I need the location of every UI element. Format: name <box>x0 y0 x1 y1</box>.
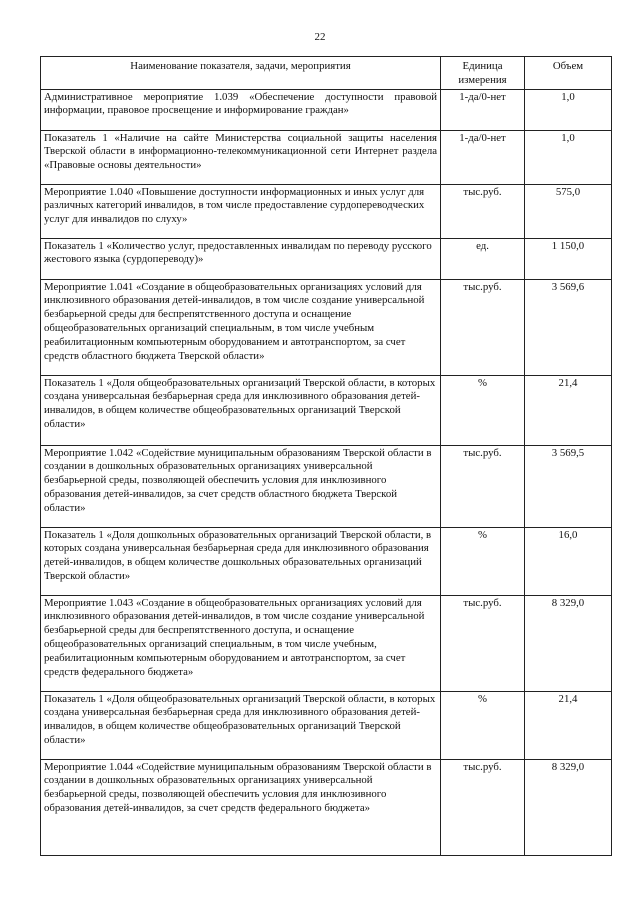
table-row <box>41 595 612 691</box>
row-volume: 575,0 <box>525 184 612 238</box>
row-volume: 3 569,6 <box>525 279 612 375</box>
row-unit: тыс.руб. <box>441 595 525 691</box>
table-row <box>41 759 612 855</box>
table-row <box>41 375 612 445</box>
table-row <box>41 279 612 375</box>
row-unit: 1-да/0-нет <box>441 130 525 184</box>
row-unit: % <box>441 691 525 759</box>
row-name: Мероприятие 1.042 «Содействие муниципальным образованиям Тверской области в создании в дошкольных образовательных организациях универсальной безбарьерной среды, позволяющей обеспечить условия для инклюзивного образования детей-инвалидов, за счет средств областного бюджета Тверской области» <box>41 445 441 527</box>
table-row <box>41 89 612 130</box>
row-volume: 16,0 <box>525 527 612 595</box>
header-name: Наименование показателя, задачи, мероприятия <box>41 57 441 90</box>
row-unit: тыс.руб. <box>441 759 525 855</box>
row-name: Мероприятие 1.041 «Создание в общеобразовательных организациях условий для инклюзивного образования детей-инвалидов, в том числе создание универсальной безбарьерной среды для беспрепятственного доступа и оснащение общеобразовательных организаций специальным, в том числе учебным реабилитационным компьютерным оборудованием и автотранспортом, за счет средств областного бюджета Тверской области» <box>41 279 441 375</box>
row-volume: 1,0 <box>525 130 612 184</box>
row-name: Показатель 1 «Доля дошкольных образовательных организаций Тверской области, в которых создана универсальная безбарьерная среда для инклюзивного образования детей-инвалидов, в общем количестве дошкольных образовательных организаций Тверской области» <box>41 527 441 595</box>
row-name: Административное мероприятие 1.039 «Обеспечение доступности правовой информации, правовое просвещение и информирование граждан» <box>41 89 441 130</box>
row-name: Показатель 1 «Наличие на сайте Министерства социальной защиты населения Тверской области в информационно-телекоммуникационной сети Интернет раздела «Правовые основы деятельности» <box>41 130 441 184</box>
page-number: 22 <box>314 31 326 43</box>
row-name: Показатель 1 «Количество услуг, предоставленных инвалидам по переводу русского жестового языка (сурдопереводу)» <box>41 238 441 279</box>
row-unit: ед. <box>441 238 525 279</box>
row-unit: тыс.руб. <box>441 279 525 375</box>
table-row <box>41 130 612 184</box>
table-header-row <box>41 57 612 90</box>
table-row <box>41 691 612 759</box>
row-volume: 21,4 <box>525 375 612 445</box>
table-row <box>41 527 612 595</box>
table-row <box>41 445 612 527</box>
row-volume: 1 150,0 <box>525 238 612 279</box>
row-unit: 1-да/0-нет <box>441 89 525 130</box>
row-name: Мероприятие 1.043 «Создание в общеобразовательных организациях условий для инклюзивного образования детей-инвалидов, в том числе создание универсальной безбарьерной среды для беспрепятственного доступа, и оснащение общеобразовательных организаций специальным, в том числе учебным, реабилитационным компьютерным оборудованием и автотранспортом, за счет средств федерального бюджета» <box>41 595 441 691</box>
table-row <box>41 184 612 238</box>
measures-table <box>40 56 612 856</box>
row-name: Показатель 1 «Доля общеобразовательных организаций Тверской области, в которых создана универсальная безбарьерная среда для инклюзивного образования детей-инвалидов, в общем количестве общеобразовательных организаций Тверской области» <box>41 691 441 759</box>
row-unit: % <box>441 527 525 595</box>
row-name: Показатель 1 «Доля общеобразовательных организаций Тверской области, в которых создана универсальная безбарьерная среда для инклюзивного образования детей-инвалидов, в общем количестве общеобразовательных организаций Тверской области» <box>41 375 441 445</box>
header-volume: Объем <box>525 57 612 90</box>
header-unit: Единица измерения <box>441 57 525 90</box>
row-volume: 8 329,0 <box>525 595 612 691</box>
row-unit: тыс.руб. <box>441 445 525 527</box>
table-row <box>41 238 612 279</box>
row-name: Мероприятие 1.044 «Содействие муниципальным образованиям Тверской области в создании в дошкольных образовательных организациях универсальной безбарьерной среды, позволяющей обеспечить условия для инклюзивного образования детей-инвалидов, за счет средств федерального бюджета» <box>41 759 441 855</box>
row-volume: 8 329,0 <box>525 759 612 855</box>
row-volume: 21,4 <box>525 691 612 759</box>
row-volume: 3 569,5 <box>525 445 612 527</box>
row-name: Мероприятие 1.040 «Повышение доступности информационных и иных услуг для различных категорий инвалидов, в том числе предоставление сурдопереводческих услуг для инвалидов по слуху» <box>41 184 441 238</box>
row-unit: тыс.руб. <box>441 184 525 238</box>
row-volume: 1,0 <box>525 89 612 130</box>
row-unit: % <box>441 375 525 445</box>
